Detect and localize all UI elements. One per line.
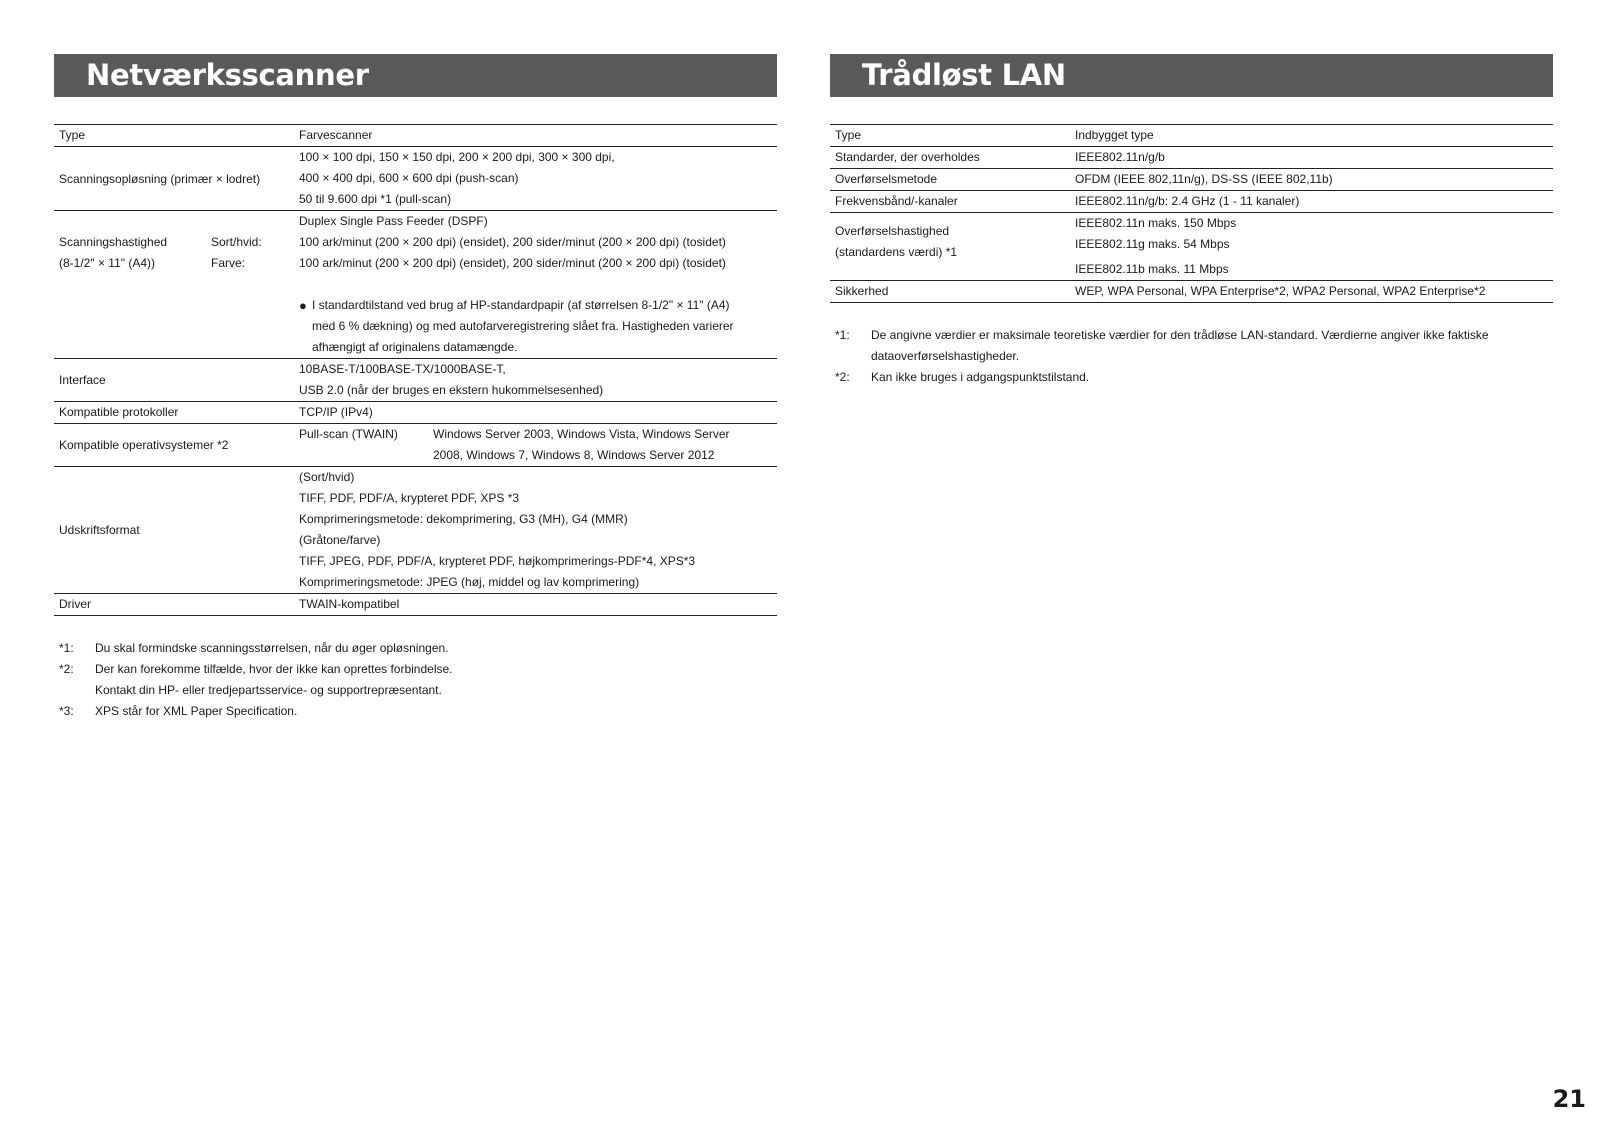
table-row [830,213,1553,281]
footnote [830,325,1553,367]
speed-label-line: Scanningshastighed [59,235,168,249]
spec-label: Scanningsopløsning (primær × lodret) [59,171,261,186]
spec-line: 10BASE-T/100BASE-TX/1000BASE-T, [299,362,506,376]
footnote [54,701,777,722]
footnote-mark: *2: [59,662,74,676]
spec-value [294,424,777,467]
footnote [54,659,777,701]
scanner-footnotes [54,638,777,722]
spec-line: (Sort/hvid) [299,470,355,484]
spec-value: OFDM (IEEE 802,11n/g), DS-SS (IEEE 802,11b) [1075,172,1333,186]
spec-label: Interface [59,373,106,387]
spec-label: Udskriftsformat [59,523,140,537]
table-row [830,169,1553,191]
spec-line: 50 til 9.600 dpi *1 (pull-scan) [299,192,452,206]
spec-value: IEEE802.11n/g/b [1075,150,1165,164]
table-row [54,402,777,424]
table-row [54,594,777,616]
spec-value: WEP, WPA Personal, WPA Enterprise*2, WPA2 Personal, WPA2 Enterprise*2 [1075,284,1486,298]
speed-note-line: afhængigt af originalens datamængde. [312,340,518,354]
spec-value [294,467,777,594]
spec-line: Windows Server 2003, Windows Vista, Windows Server [433,427,730,441]
spec-line: IEEE802.11b maks. 11 Mbps [1075,262,1229,276]
spec-line: TIFF, JPEG, PDF, PDF/A, krypteret PDF, højkomprimerings-PDF*4, XPS*3 [299,554,696,568]
os-sub-label: Pull-scan (TWAIN) [299,427,398,441]
spec-label: Sikkerhed [835,284,889,298]
spec-label: Standarder, der overholdes [835,150,980,164]
spec-value: TWAIN-kompatibel [299,597,400,611]
spec-line: TIFF, PDF, PDF/A, krypteret PDF, XPS *3 [299,491,520,505]
table-row [54,211,777,359]
speed-note-line: ● I standardtilstand ved brug af HP-standardpapir (af størrelsen 8-1/2" × 11" (A4) [299,295,772,316]
wlan-footnotes [830,325,1553,388]
spec-value [294,359,777,402]
spec-line: USB 2.0 (når der bruges en ekstern hukommelsesenhed) [299,383,604,397]
spec-value [294,211,777,359]
table-row [54,424,777,467]
spec-value: IEEE802.11n/g/b: 2.4 GHz (1 - 11 kanaler) [1075,194,1300,208]
scanner-section [54,54,777,722]
table-row [830,281,1553,303]
footnote-text: XPS står for XML Paper Specification. [95,704,298,718]
spec-line: IEEE802.11g maks. 54 Mbps [1075,237,1230,251]
scanner-spec-table [54,124,777,616]
spec-line: 100 × 100 dpi, 150 × 150 dpi, 200 × 200 dpi, 300 × 300 dpi, [299,150,615,164]
spec-value: Indbygget type [1075,128,1154,142]
table-row [830,147,1553,169]
speed-label-line: (8-1/2" × 11" (A4)) [59,256,155,270]
spec-line: (Gråtone/farve) [299,533,381,547]
spec-value: Farvescanner [299,128,373,142]
footnote-mark: *1: [835,328,850,342]
bullet-icon: ● [299,298,307,313]
wlan-spec-table [830,124,1553,303]
spec-line: Komprimeringsmetode: dekomprimering, G3 (MH), G4 (MMR) [299,512,628,526]
spec-value [1070,213,1553,281]
footnote-text: Kan ikke bruges i adgangspunktstilstand. [871,370,1090,384]
footnote-text: De angivne værdier er maksimale teoretiske værdier for den trådløse LAN-standard. Værdierne angiver ikke faktiske dataoverførselshastigheder. [871,328,1489,363]
table-row [830,191,1553,213]
spec-label: Frekvensbånd/-kanaler [835,194,958,208]
spec-label: Type [835,128,862,142]
footnote-mark: *2: [835,370,850,384]
footnote-mark: *1: [59,641,74,655]
spec-line: 100 ark/minut (200 × 200 dpi) (ensidet), 200 sider/minut (200 × 200 dpi) (tosidet) [299,256,726,270]
page-number: 21 [1552,1085,1586,1113]
scanner-title: Netværksscanner [54,54,777,97]
wlan-section [830,54,1553,388]
spec-label: Kompatible protokoller [59,405,179,419]
spec-label: Type [59,128,86,142]
table-row [830,125,1553,147]
footnote-mark: *3: [59,704,74,718]
footnote-text: Der kan forekomme tilfælde, hvor der ikke kan oprettes forbindelse. Kontakt din HP- eller tredjepartsservice- og supportrepræsentant. [95,662,453,697]
table-row [54,125,777,147]
spec-label [830,213,1070,281]
spec-line: 400 × 400 dpi, 600 × 600 dpi (push-scan) [299,171,519,185]
speed-sub-label: Sort/hvid: [211,235,262,249]
spec-label: Overførselsmetode [835,172,938,186]
spec-line: 100 ark/minut (200 × 200 dpi) (ensidet), 200 sider/minut (200 × 200 dpi) (tosidet) [299,235,726,249]
footnote [830,367,1553,388]
spec-line: IEEE802.11n maks. 150 Mbps [1075,216,1237,230]
speed-label-line: Overførselshastighed [835,224,950,238]
spec-value: TCP/IP (IPv4) [299,405,373,419]
spec-label [54,211,294,359]
footnote-text: Du skal formindske scanningsstørrelsen, når du øger opløsningen. [95,641,449,655]
speed-label-line: (standardens værdi) *1 [835,245,958,259]
spec-label: Kompatible operativsystemer *2 [59,438,229,452]
spec-line: 2008, Windows 7, Windows 8, Windows Server 2012 [433,448,715,462]
footnote [54,638,777,659]
table-row [54,467,777,594]
wlan-title: Trådløst LAN [830,54,1553,97]
table-row [54,359,777,402]
spec-value [294,147,777,211]
spec-line: Komprimeringsmetode: JPEG (høj, middel og lav komprimering) [299,575,640,589]
spec-line: Duplex Single Pass Feeder (DSPF) [299,214,488,228]
speed-note-line: med 6 % dækning) og med autofarveregistrering slået fra. Hastigheden varierer [312,319,734,333]
spec-label: Driver [59,597,91,611]
table-row [54,147,777,211]
speed-sub-label: Farve: [211,256,246,270]
